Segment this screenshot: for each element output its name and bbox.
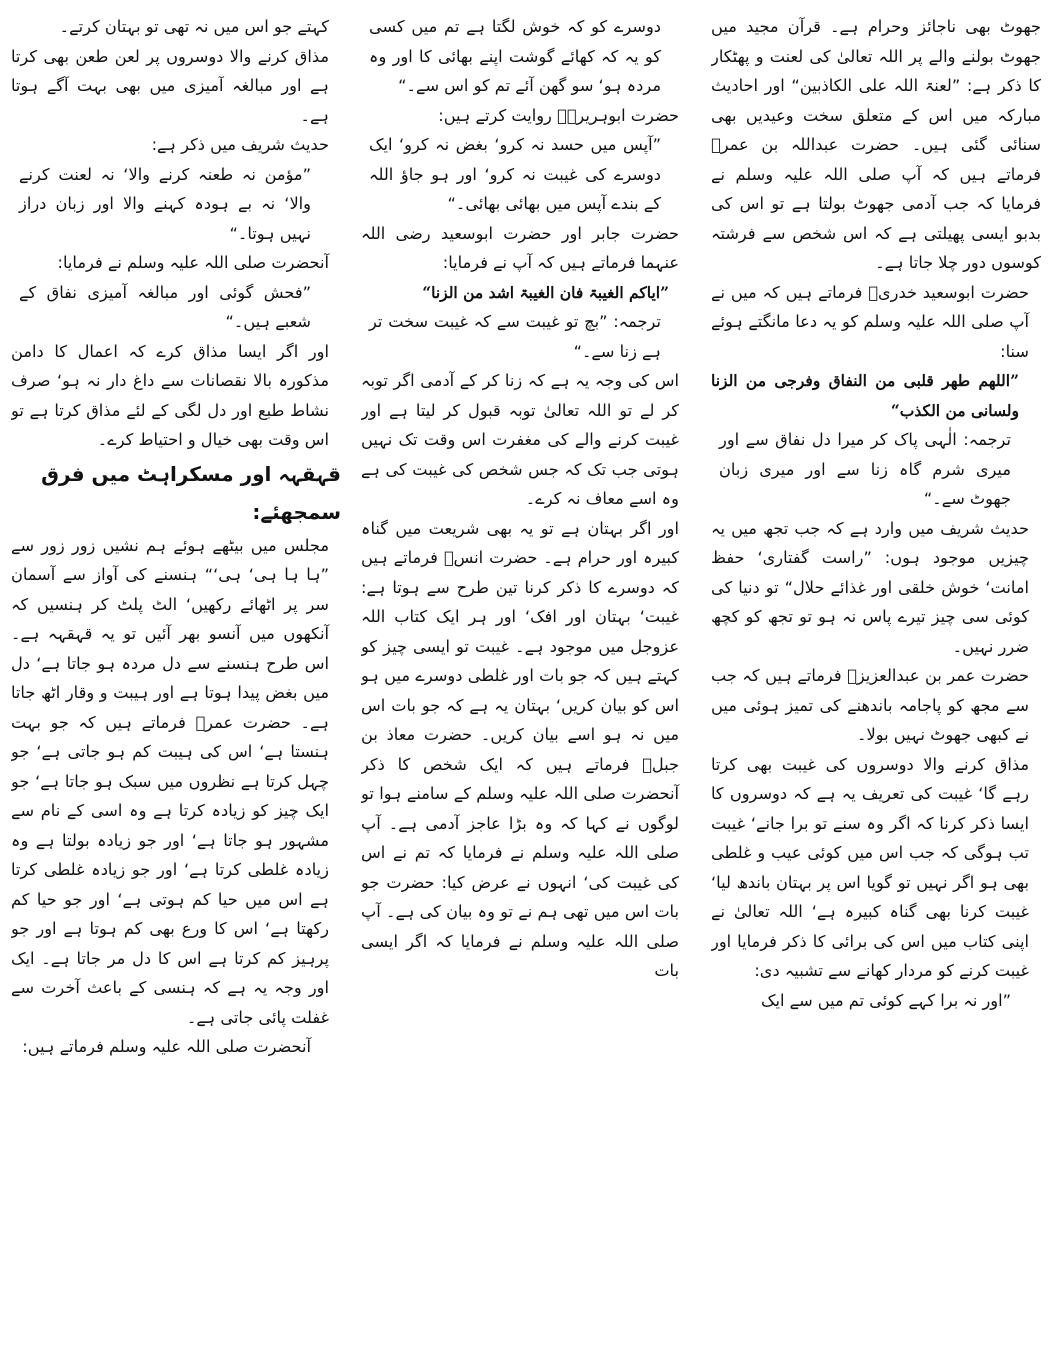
section-heading: قہقہہ اور مسکراہٹ میں فرق سمجھئے: — [41, 461, 341, 524]
paragraph: کہتے جو اس میں نہ تھی تو بہتان کرتے۔ — [59, 17, 329, 36]
paragraph: آنحضرت صلی اللہ علیہ وسلم نے فرمایا: — [57, 253, 329, 272]
paragraph: حدیث شریف میں وارد ہے کہ جب تجھ میں یہ چیزیں موجود ہوں: ”راست گفتاری‘ حفظ امانت‘ خوش خلقی اور غذائے حلال“ تو دنیا کی کوئی سی چیز تیرے پاس نہ ہو تو تجھ کو کچھ ضرر نہیں۔ — [711, 518, 1029, 656]
paragraph: مجلس میں بیٹھے ہوئے ہم نشیں زور زور سے ”ہا ہا ہی‘ ہی‘“ ہنسنے کی آواز سے آسمان سر پر اٹھائے رکھیں‘ الٹ پلٹ کر ہنسیں کہ آنکھوں میں آنسو بھر آئیں تو یہ قہقہہ ہے۔ اس طرح ہنسنے سے دل مردہ ہو جاتا ہے‘ دل میں بغض پیدا ہوتا ہے اور ہیبت و وقار اٹھ جاتا ہے۔ حضرت عمرؓ فرماتے ہیں کہ جو بہت ہنستا ہے‘ اس کی ہیبت کم ہو جاتی ہے‘ جو چہل کرتا ہے نظروں میں سبک ہو جاتا ہے‘ جو ایک چیز کو زیادہ کرتا ہے وہ اسی کے نام سے مشہور ہو جاتا ہے‘ اور جو زیادہ بولتا ہے وہ زیادہ غلطی کرتا ہے‘ اور جو زیادہ غلطی کرتا ہے اس میں حیا کم ہوتی ہے‘ اور جو حیا کم رکھتا ہے‘ اس کا ورع بھی کم ہوتا ہے اور جو پرہیز کم کرتا ہے اس کا دل مر جاتا ہے۔ ایک اور وجہ یہ ہے کہ ہنسی کے باعث آخرت سے غفلت پائی جاتی ہے۔ — [11, 535, 329, 1027]
paragraph: حضرت عمر بن عبدالعزیزؒ فرماتے ہیں کہ جب سے مجھ کو پاجامہ باندھنے کی تمیز ہوئی میں نے کبھی جھوٹ نہیں بولا۔ — [711, 666, 1029, 744]
hadith-quote: ”آپس میں حسد نہ کرو‘ بغض نہ کرو‘ ایک دوسرے کی غیبت نہ کرو‘ اور ہو جاؤ اللہ کے بندے آپس میں بھائی بھائی۔“ — [369, 135, 661, 213]
paragraph: مذاق کرنے والا دوسروں کی غیبت بھی کرتا رہے گا‘ غیبت کی تعریف یہ ہے کہ دوسروں کا ایسا ذکر کرنا کہ اگر وہ سنے تو برا جانے‘ غیبت تب ہوگی کہ جب اس میں کوئی عیب و غلطی بھی ہو اگر نہیں تو گویا اس پر بہتان باندھ لیا‘ غیبت کرنا بھی گناہ کبیرہ ہے‘ اللہ تعالیٰ نے اپنی کتاب میں اس کی برائی کا ذکر فرمایا اور غیبت کرنے کو مردار کھانے سے تشبیہ دی: — [711, 754, 1029, 980]
paragraph: جھوٹ بھی ناجائز وحرام ہے۔ قرآن مجید میں جھوٹ بولنے والے پر اللہ تعالیٰ کی لعنت و پھٹکار کا ذکر ہے: ”لعنۃ اللہ علی الکاذبین“ اور احادیث مبارکہ میں اس کے متعلق سخت وعیدیں بھی سنائی گئی ہیں۔ حضرت عبداللہ بن عمرؓ فرماتے ہیں کہ آپ صلی اللہ علیہ وسلم نے فرمایا کہ جب آدمی جھوٹ بولتا ہے تو اس کی بدبو ایسی پھیلتی ہے کہ اس شخص سے فرشتہ کوسوں دور چلا جاتا ہے۔ — [711, 17, 1041, 272]
paragraph: اور اگر ایسا مذاق کرے کہ اعمال کا دامن مذکورہ بالا نقصانات سے داغ دار نہ ہو‘ صرف نشاط طبع اور دل لگی کے لئے مذاق کرتا ہے تو اس وقت بھی خیال و احتیاط کرے۔ — [11, 341, 329, 449]
hadith-quote: ”مؤمن نہ طعنہ کرنے والا‘ نہ لعنت کرنے والا‘ نہ بے ہودہ کہنے والا اور زبان دراز نہیں ہوتا۔“ — [19, 164, 311, 243]
arabic-dua: ”اللھم طھر قلبی من النفاق وفرجی من الزنا ولسانی من الکذب“ — [711, 371, 1019, 420]
paragraph: مذاق کرنے والا دوسروں پر لعن طعن بھی کرتا ہے اور مبالغہ آمیزی میں بھی بہت آگے ہوتا ہے۔ — [11, 46, 329, 125]
arabic-hadith: ”ایاکم الغیبۃ فان الغیبۃ اشد من الزنا“ — [422, 282, 669, 302]
column-right — [711, 12, 1041, 1346]
paragraph: حضرت جابر اور حضرت ابوسعید رضی اللہ عنہما فرماتے ہیں کہ آپ نے فرمایا: — [361, 223, 679, 272]
hadith-quote: ”فحش گوئی اور مبالغہ آمیزی نفاق کے شعبے ہیں۔“ — [19, 282, 311, 331]
paragraph: دوسرے کو کہ خوش لگتا ہے تم میں کسی کو یہ کہ کھائے گوشت اپنے بھائی کا اور وہ مردہ ہو‘ سو گھن آئے تم کو اس سے۔“ — [369, 17, 661, 95]
paragraph: حدیث شریف میں ذکر ہے: — [151, 135, 329, 154]
paragraph: اس کی وجہ یہ ہے کہ زنا کر کے آدمی اگر توبہ کر لے تو اللہ تعالیٰ توبہ قبول کر لیتا ہے اور غیبت کرنے والے کی مغفرت اس وقت تک نہیں ہوتی جب تک کہ جس شخص کی غیبت کی ہے وہ اسے معاف نہ کرے۔ — [361, 371, 679, 508]
paragraph: آنحضرت صلی اللہ علیہ وسلم فرماتے ہیں: — [22, 1037, 311, 1056]
paragraph: اور اگر بہتان ہے تو یہ بھی شریعت میں گناہ کبیرہ اور حرام ہے۔ حضرت انسؓ فرماتے ہیں کہ دوسرے کا ذکر کرنا تین طرح سے ہوتا ہے: غیبت‘ بہتان اور افک‘ اور ہر ایک کتاب اللہ عزوجل میں موجود ہے۔ غیبت تو ایسی چیز کو کہتے ہیں کہ جو بات اور غلطی دوسرے میں ہو اس کو بیان کریں‘ بہتان یہ ہے کہ جو بات اس میں نہ ہو اسے بیان کریں۔ حضرت معاذ بن جبلؓ فرماتے ہیں کہ ایک شخص کا ذکر آنحضرت صلی اللہ علیہ وسلم کے سامنے ہوا تو لوگوں نے کہا کہ وہ بڑا عاجز آدمی ہے۔ آپ صلی اللہ علیہ وسلم نے فرمایا کہ تم نے اس کی غیبت کی‘ انہوں نے عرض کیا: حضرت جو بات اس میں تھی ہم نے تو وہ بیان کی ہے۔ آپ صلی اللہ علیہ وسلم نے فرمایا کہ اگر ایسی بات — [361, 518, 679, 980]
column-middle — [361, 12, 691, 1346]
quote: ”اور نہ برا کہے کوئی تم میں سے ایک — [760, 990, 1011, 1010]
column-left — [11, 12, 341, 1346]
paragraph: حضرت ابوہریرہؓ روایت کرتے ہیں: — [438, 105, 679, 125]
translation: ترجمہ: الٰہی پاک کر میرا دل نفاق سے اور میری شرم گاہ زنا سے اور میری زبان جھوٹ سے۔“ — [719, 430, 1011, 508]
paragraph: حضرت ابوسعید خدریؓ فرماتے ہیں کہ میں نے آپ صلی اللہ علیہ وسلم کو یہ دعا مانگتے ہوئے سنا: — [711, 282, 1029, 361]
translation: ترجمہ: ”بچ تو غیبت سے کہ غیبت سخت تر ہے زنا سے۔“ — [369, 312, 661, 361]
